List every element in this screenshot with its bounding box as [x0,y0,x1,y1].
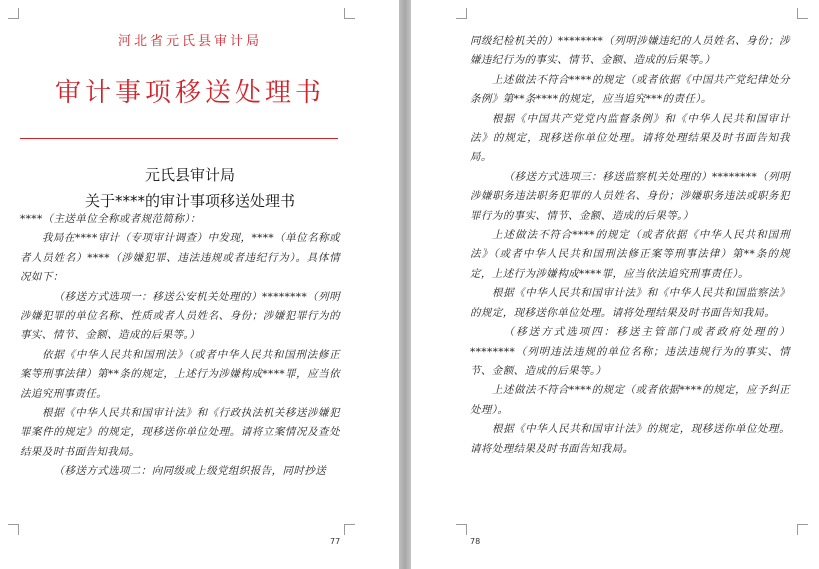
crop-mark-top-right [344,8,355,19]
document-title: 审计事项移送处理书 [54,78,325,108]
paragraph: 上述做法不符合****的规定（或者依据《中华人民共和国刑法》（或者中华人民共和国刑法修正案等刑事法律）第**条的规定，上述行为涉嫌构成****罪，应当依法追究刑事责任）。 [470,229,790,280]
crop-mark-bottom-left [456,524,467,535]
page-number: 78 [470,537,481,546]
paragraph: （移送方式选项三：移送监察机关处理的）********（列明涉嫌职务违法职务犯罪的人员姓名、身份；涉嫌职务违法或职务犯罪行为的事实、情节、金额、造成的后果等。） [470,170,790,222]
right-body-text [470,32,790,459]
paragraph: ****（主送单位全称或者规范简称）： [20,213,201,225]
paragraph: （移送方式选项四：移送主管部门或者政府处理的）********（列明违法违规的单位名称；违法违规行为的事实、情节、金额、造成的后果等。） [470,326,790,377]
paragraph: 根据《中华人民共和国审计法》和《中华人民共和国监察法》的规定，现移送你单位处理。请将处理结果及时书面告知我局。 [470,287,790,319]
left-body-text [20,210,340,482]
crop-mark-top-left [8,8,19,19]
page-gap [399,0,411,569]
crop-mark-top-left [456,8,467,19]
paragraph: 上述做法不符合****的规定（或者依据《中国共产党纪律处分条例》第**条****的规定，应当追究***的责任）。 [470,73,790,106]
crop-mark-bottom-left [8,524,19,535]
issuer-name: 元氏县审计局 [144,166,235,184]
paragraph: 上述做法不符合****的规定（或者依据****的规定，应予纠正处理）。 [470,384,790,416]
crop-mark-top-right [797,8,808,19]
paragraph: 同级纪检机关的）********（列明涉嫌违纪的人员姓名、身份；涉嫌违纪行为的事实、情节、金额、造成的后果等。） [470,35,790,67]
paragraph: 根据《中华人民共和国审计法》的规定，现移送你单位处理。请将处理结果及时书面告知我局。 [470,423,790,455]
paragraph: 依据《中华人民共和国刑法》（或者中华人民共和国刑法修正案等刑事法律）第**条的规定，上述行为涉嫌构成****罪，应当依法追究刑事责任。 [20,348,340,400]
document-subtitle: 关于****的审计事项移送处理书 [84,192,295,210]
crop-mark-bottom-right [797,524,808,535]
org-header: 河北省元氏县审计局 [117,34,262,49]
paragraph: （移送方式选项一：移送公安机关处理的）********（列明涉嫌犯罪的单位名称、性质或者人员姓名、身份；涉嫌犯罪行为的事实、情节、金额、造成的后果等。） [20,290,340,342]
paragraph: 根据《中国共产党党内监督条例》和《中华人民共和国审计法》的规定，现移送你单位处理。请将处理结果及时书面告知我局。 [470,112,790,164]
paragraph: 根据《中华人民共和国审计法》和《行政执法机关移送涉嫌犯罪案件的规定》的规定，现移送你单位处理。请将立案情况及查处结果及时书面告知我局。 [20,407,340,458]
page-left [0,0,399,569]
crop-mark-bottom-right [344,524,355,535]
red-rule-divider [20,138,338,139]
paragraph: （移送方式选项二：向同级或上级党组织报告，同时抄送 [53,465,327,478]
paragraph: 我局在****审计（专项审计调查）中发现，****（单位名称或者人员姓名）****（涉嫌犯罪、违法违规或者违纪行为）。具体情况如下： [20,232,340,284]
page-number: 77 [330,537,341,546]
